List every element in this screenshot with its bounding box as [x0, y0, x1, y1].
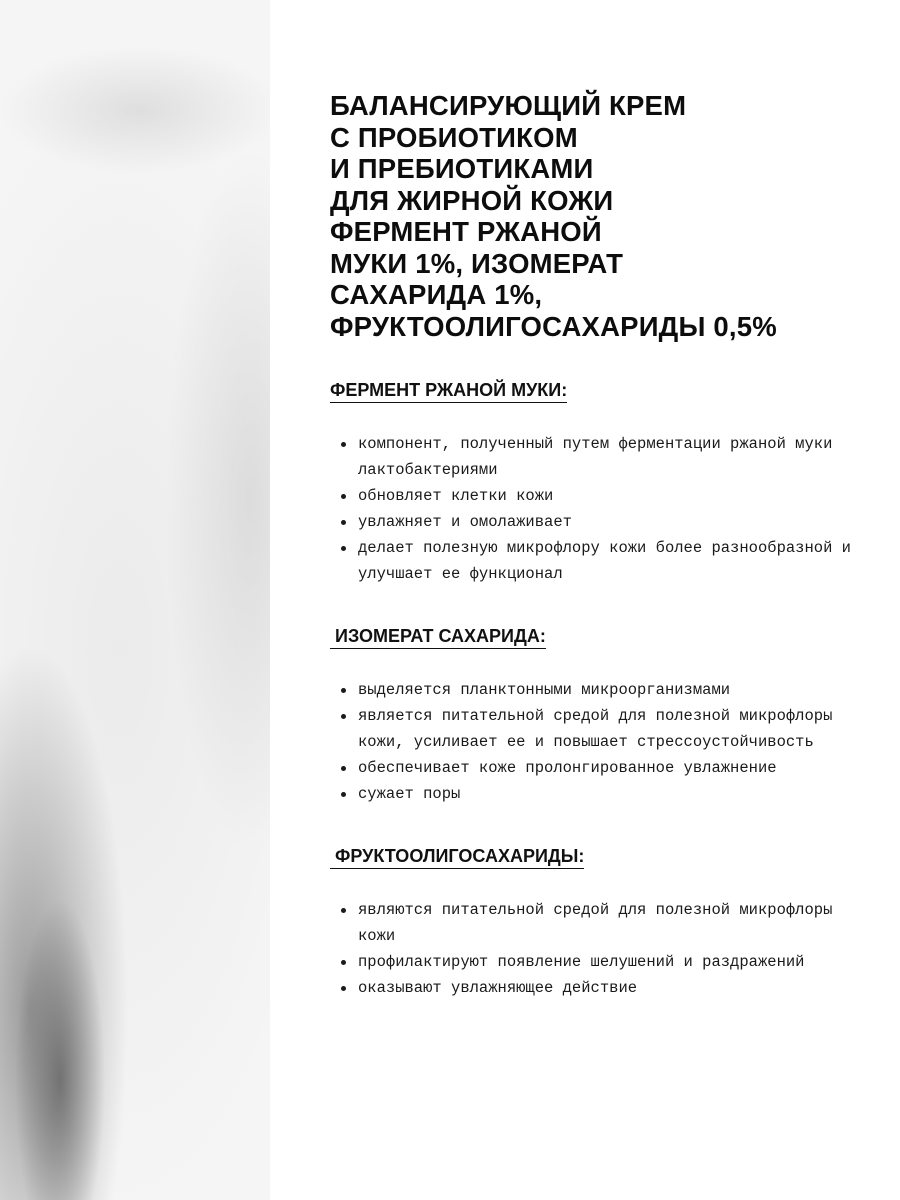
section-heading: ФРУКТООЛИГОСАХАРИДЫ:	[330, 845, 584, 869]
product-description	[330, 90, 870, 1001]
benefit-list	[330, 431, 870, 587]
list-item: увлажняет и омолаживает	[330, 509, 870, 535]
section-heading: ИЗОМЕРАТ САХАРИДА:	[330, 625, 546, 649]
title-line: САХАРИДА 1%,	[330, 279, 543, 310]
title-line: И ПРЕБИОТИКАМИ	[330, 153, 594, 184]
list-item: профилактируют появление шелушений и раздражений	[330, 949, 870, 975]
title-line: С ПРОБИОТИКОМ	[330, 121, 578, 153]
list-item: обеспечивает коже пролонгированное увлажнение	[330, 755, 870, 781]
product-title	[330, 90, 870, 342]
title-line: ФРУКТООЛИГОСАХАРИДЫ 0,5%	[330, 310, 777, 342]
section-saccharide-isomerate	[330, 625, 870, 807]
list-item: оказывают увлажняющее действие	[330, 975, 870, 1001]
title-line: ДЛЯ ЖИРНОЙ КОЖИ	[330, 184, 614, 216]
title-line: БАЛАНСИРУЮЩИЙ КРЕМ	[330, 90, 687, 121]
title-line: ФЕРМЕНТ РЖАНОЙ	[330, 216, 602, 247]
section-rye-ferment	[330, 379, 870, 587]
benefit-list	[330, 677, 870, 807]
list-item: обновляет клетки кожи	[330, 483, 870, 509]
title-line: МУКИ 1%, ИЗОМЕРАТ	[330, 247, 624, 279]
list-item: сужает поры	[330, 781, 870, 807]
list-item: является питательной средой для полезной микрофлоры кожи, усиливает ее и повышает стрессоустойчивость	[330, 703, 870, 755]
list-item: являются питательной средой для полезной микрофлоры кожи	[330, 897, 870, 949]
benefit-list	[330, 897, 870, 1001]
list-item: компонент, полученный путем ферментации ржаной муки лактобактериями	[330, 431, 870, 483]
section-fructooligosaccharides	[330, 845, 870, 1001]
list-item: выделяется планктонными микроорганизмами	[330, 677, 870, 703]
cream-texture-image	[0, 0, 270, 1200]
list-item: делает полезную микрофлору кожи более разнообразной и улучшает ее функционал	[330, 535, 870, 587]
section-heading: ФЕРМЕНТ РЖАНОЙ МУКИ:	[330, 379, 567, 403]
